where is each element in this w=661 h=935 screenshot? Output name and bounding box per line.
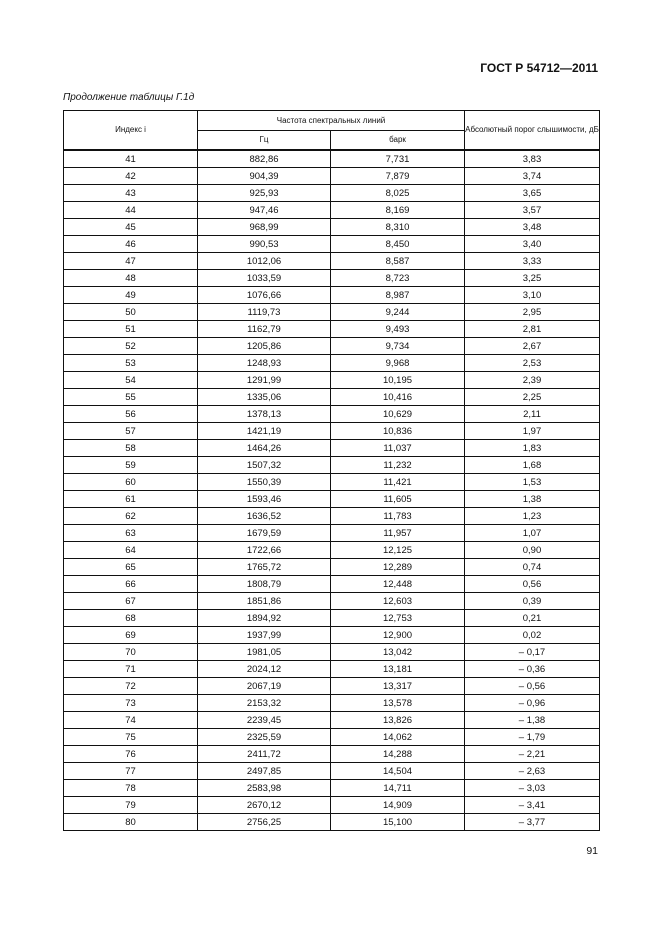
cell-hz: 2325,59 [198, 729, 331, 746]
table-row [64, 253, 600, 270]
cell-bark: 11,783 [331, 508, 465, 525]
cell-index: 68 [64, 610, 198, 627]
cell-bark: 14,288 [331, 746, 465, 763]
cell-threshold: 2,67 [465, 338, 600, 355]
table-row [64, 559, 600, 576]
cell-bark: 11,605 [331, 491, 465, 508]
cell-hz: 968,99 [198, 219, 331, 236]
table-row [64, 508, 600, 525]
data-table [63, 110, 600, 831]
cell-hz: 1937,99 [198, 627, 331, 644]
header-hz: Гц [198, 131, 331, 151]
cell-hz: 1012,06 [198, 253, 331, 270]
cell-bark: 13,578 [331, 695, 465, 712]
cell-bark: 11,421 [331, 474, 465, 491]
cell-threshold: 3,83 [465, 150, 600, 168]
cell-bark: 12,125 [331, 542, 465, 559]
cell-threshold: 1,53 [465, 474, 600, 491]
cell-hz: 1550,39 [198, 474, 331, 491]
cell-threshold: – 3,77 [465, 814, 600, 831]
table-row [64, 542, 600, 559]
cell-threshold: 2,95 [465, 304, 600, 321]
cell-threshold: – 1,79 [465, 729, 600, 746]
cell-bark: 11,232 [331, 457, 465, 474]
cell-threshold: 3,74 [465, 168, 600, 185]
cell-hz: 1162,79 [198, 321, 331, 338]
cell-bark: 14,909 [331, 797, 465, 814]
cell-threshold: – 3,41 [465, 797, 600, 814]
cell-threshold: 1,97 [465, 423, 600, 440]
cell-bark: 7,731 [331, 150, 465, 168]
cell-bark: 13,042 [331, 644, 465, 661]
cell-bark: 12,603 [331, 593, 465, 610]
cell-threshold: 3,25 [465, 270, 600, 287]
table-row [64, 797, 600, 814]
cell-bark: 13,317 [331, 678, 465, 695]
cell-index: 70 [64, 644, 198, 661]
cell-threshold: – 3,03 [465, 780, 600, 797]
cell-bark: 9,968 [331, 355, 465, 372]
cell-index: 51 [64, 321, 198, 338]
table-row [64, 763, 600, 780]
cell-index: 42 [64, 168, 198, 185]
cell-index: 66 [64, 576, 198, 593]
cell-bark: 7,879 [331, 168, 465, 185]
cell-hz: 1808,79 [198, 576, 331, 593]
cell-hz: 2497,85 [198, 763, 331, 780]
cell-threshold: 2,25 [465, 389, 600, 406]
cell-threshold: – 0,96 [465, 695, 600, 712]
cell-threshold: – 2,63 [465, 763, 600, 780]
cell-threshold: – 0,17 [465, 644, 600, 661]
cell-hz: 882,86 [198, 150, 331, 168]
table-row [64, 219, 600, 236]
cell-hz: 990,53 [198, 236, 331, 253]
cell-index: 48 [64, 270, 198, 287]
table-row [64, 389, 600, 406]
cell-hz: 1119,73 [198, 304, 331, 321]
cell-index: 58 [64, 440, 198, 457]
cell-threshold: – 0,36 [465, 661, 600, 678]
cell-threshold: 3,10 [465, 287, 600, 304]
table-header [64, 111, 600, 151]
cell-hz: 925,93 [198, 185, 331, 202]
cell-bark: 8,450 [331, 236, 465, 253]
cell-hz: 1981,05 [198, 644, 331, 661]
table-row [64, 372, 600, 389]
cell-threshold: 3,33 [465, 253, 600, 270]
cell-threshold: 1,83 [465, 440, 600, 457]
cell-threshold: 2,11 [465, 406, 600, 423]
cell-bark: 14,711 [331, 780, 465, 797]
cell-hz: 1248,93 [198, 355, 331, 372]
page-number: 91 [586, 845, 598, 857]
cell-index: 71 [64, 661, 198, 678]
cell-hz: 1335,06 [198, 389, 331, 406]
cell-hz: 1076,66 [198, 287, 331, 304]
cell-hz: 2153,32 [198, 695, 331, 712]
cell-index: 63 [64, 525, 198, 542]
cell-threshold: 1,68 [465, 457, 600, 474]
cell-hz: 2411,72 [198, 746, 331, 763]
cell-threshold: 3,40 [465, 236, 600, 253]
header-threshold: Абсолютный порог слышимости, дБ [465, 111, 600, 151]
cell-hz: 2067,19 [198, 678, 331, 695]
cell-bark: 8,025 [331, 185, 465, 202]
table-row [64, 712, 600, 729]
cell-index: 61 [64, 491, 198, 508]
cell-index: 46 [64, 236, 198, 253]
cell-threshold: 2,39 [465, 372, 600, 389]
cell-bark: 11,957 [331, 525, 465, 542]
cell-index: 52 [64, 338, 198, 355]
cell-hz: 2239,45 [198, 712, 331, 729]
cell-threshold: 0,74 [465, 559, 600, 576]
table-row [64, 678, 600, 695]
header-frequency-group: Частота спектральных линий [198, 111, 465, 131]
cell-threshold: 1,38 [465, 491, 600, 508]
cell-hz: 904,39 [198, 168, 331, 185]
cell-hz: 1722,66 [198, 542, 331, 559]
table-row [64, 338, 600, 355]
table-row [64, 746, 600, 763]
cell-bark: 13,181 [331, 661, 465, 678]
cell-bark: 12,900 [331, 627, 465, 644]
cell-bark: 13,826 [331, 712, 465, 729]
cell-bark: 14,062 [331, 729, 465, 746]
cell-index: 60 [64, 474, 198, 491]
table-row [64, 440, 600, 457]
cell-threshold: 2,53 [465, 355, 600, 372]
table-row [64, 321, 600, 338]
cell-threshold: 3,48 [465, 219, 600, 236]
cell-hz: 1378,13 [198, 406, 331, 423]
cell-index: 44 [64, 202, 198, 219]
table-row [64, 627, 600, 644]
table-row [64, 406, 600, 423]
cell-index: 59 [64, 457, 198, 474]
table-row [64, 236, 600, 253]
cell-threshold: 0,39 [465, 593, 600, 610]
table-row [64, 610, 600, 627]
cell-threshold: 0,90 [465, 542, 600, 559]
cell-bark: 15,100 [331, 814, 465, 831]
cell-index: 75 [64, 729, 198, 746]
cell-index: 55 [64, 389, 198, 406]
cell-threshold: 0,56 [465, 576, 600, 593]
cell-index: 72 [64, 678, 198, 695]
cell-index: 78 [64, 780, 198, 797]
table-row [64, 355, 600, 372]
table-row [64, 287, 600, 304]
cell-index: 64 [64, 542, 198, 559]
table-row [64, 661, 600, 678]
cell-bark: 11,037 [331, 440, 465, 457]
cell-threshold: 2,81 [465, 321, 600, 338]
cell-bark: 14,504 [331, 763, 465, 780]
cell-bark: 8,169 [331, 202, 465, 219]
cell-threshold: 3,65 [465, 185, 600, 202]
cell-index: 62 [64, 508, 198, 525]
cell-index: 79 [64, 797, 198, 814]
cell-threshold: 3,57 [465, 202, 600, 219]
cell-hz: 1765,72 [198, 559, 331, 576]
table-row [64, 525, 600, 542]
table-row [64, 644, 600, 661]
table-row [64, 457, 600, 474]
table-caption: Продолжение таблицы Г.1д [63, 92, 195, 103]
cell-bark: 8,987 [331, 287, 465, 304]
cell-hz: 2756,25 [198, 814, 331, 831]
table-row [64, 814, 600, 831]
cell-bark: 8,587 [331, 253, 465, 270]
cell-threshold: – 1,38 [465, 712, 600, 729]
cell-index: 54 [64, 372, 198, 389]
table-row [64, 491, 600, 508]
cell-index: 67 [64, 593, 198, 610]
cell-index: 69 [64, 627, 198, 644]
cell-bark: 8,723 [331, 270, 465, 287]
cell-bark: 9,734 [331, 338, 465, 355]
cell-hz: 1421,19 [198, 423, 331, 440]
cell-threshold: – 0,56 [465, 678, 600, 695]
cell-hz: 1464,26 [198, 440, 331, 457]
cell-index: 50 [64, 304, 198, 321]
cell-index: 43 [64, 185, 198, 202]
cell-threshold: 1,07 [465, 525, 600, 542]
table-row [64, 168, 600, 185]
cell-hz: 2583,98 [198, 780, 331, 797]
cell-hz: 1894,92 [198, 610, 331, 627]
cell-hz: 1205,86 [198, 338, 331, 355]
cell-index: 65 [64, 559, 198, 576]
cell-index: 77 [64, 763, 198, 780]
cell-index: 73 [64, 695, 198, 712]
cell-bark: 9,493 [331, 321, 465, 338]
cell-index: 41 [64, 150, 198, 168]
table-row [64, 185, 600, 202]
table-row [64, 270, 600, 287]
cell-bark: 10,629 [331, 406, 465, 423]
cell-index: 80 [64, 814, 198, 831]
cell-bark: 10,836 [331, 423, 465, 440]
cell-hz: 1507,32 [198, 457, 331, 474]
cell-index: 56 [64, 406, 198, 423]
cell-index: 49 [64, 287, 198, 304]
cell-hz: 2670,12 [198, 797, 331, 814]
cell-index: 45 [64, 219, 198, 236]
cell-hz: 1679,59 [198, 525, 331, 542]
cell-bark: 10,416 [331, 389, 465, 406]
cell-index: 53 [64, 355, 198, 372]
cell-hz: 1636,52 [198, 508, 331, 525]
cell-hz: 1291,99 [198, 372, 331, 389]
cell-index: 74 [64, 712, 198, 729]
cell-bark: 10,195 [331, 372, 465, 389]
cell-index: 47 [64, 253, 198, 270]
table-row [64, 780, 600, 797]
table-row [64, 576, 600, 593]
cell-hz: 1851,86 [198, 593, 331, 610]
table-row [64, 593, 600, 610]
table-row [64, 202, 600, 219]
cell-bark: 12,753 [331, 610, 465, 627]
cell-threshold: 0,02 [465, 627, 600, 644]
cell-bark: 8,310 [331, 219, 465, 236]
table-body [64, 150, 600, 831]
table-row [64, 695, 600, 712]
cell-hz: 1033,59 [198, 270, 331, 287]
cell-hz: 947,46 [198, 202, 331, 219]
cell-bark: 9,244 [331, 304, 465, 321]
cell-threshold: 1,23 [465, 508, 600, 525]
cell-bark: 12,448 [331, 576, 465, 593]
header-bark: барк [331, 131, 465, 151]
cell-threshold: – 2,21 [465, 746, 600, 763]
table-row [64, 150, 600, 168]
document-code: ГОСТ Р 54712—2011 [480, 61, 598, 75]
cell-index: 76 [64, 746, 198, 763]
table-row [64, 304, 600, 321]
header-index: Индекс i [64, 111, 198, 151]
cell-hz: 1593,46 [198, 491, 331, 508]
table-row [64, 729, 600, 746]
cell-bark: 12,289 [331, 559, 465, 576]
table-row [64, 474, 600, 491]
cell-hz: 2024,12 [198, 661, 331, 678]
cell-index: 57 [64, 423, 198, 440]
cell-threshold: 0,21 [465, 610, 600, 627]
table-row [64, 423, 600, 440]
